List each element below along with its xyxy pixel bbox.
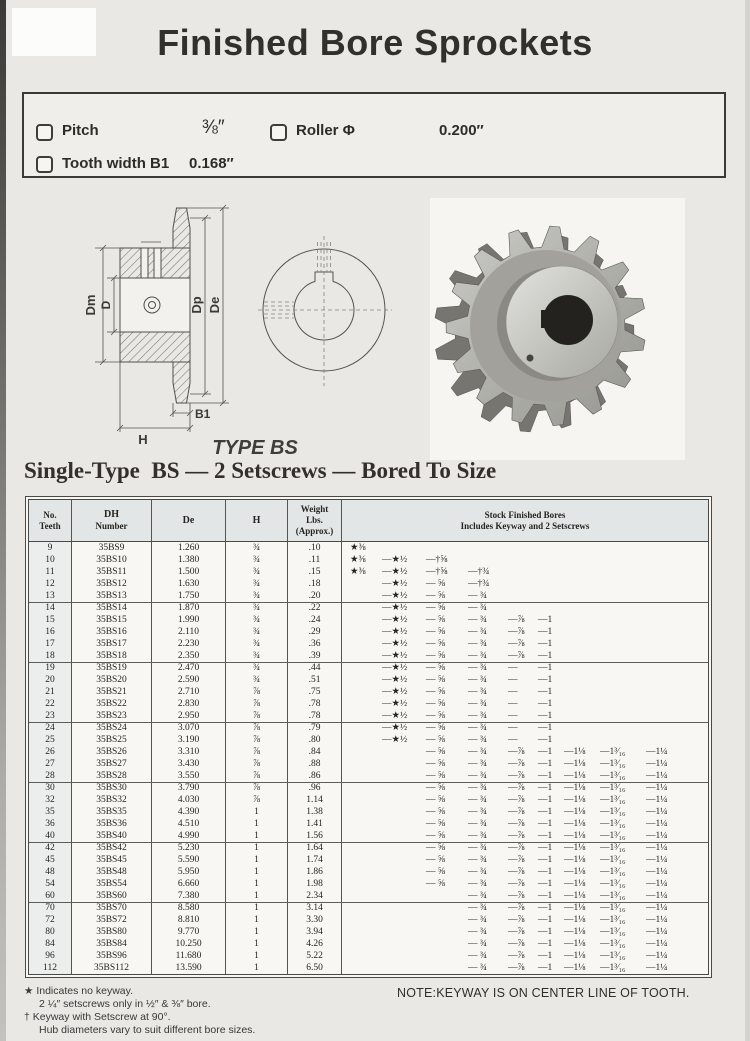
footnote-line: ★ Indicates no keyway. [24, 985, 134, 997]
table-row [29, 902, 708, 914]
bores-cell: — ¾ —⅞ —1 —1⅛ —1³⁄₁₆ —1¼ [468, 915, 668, 925]
table-cell: 35BS32 [72, 794, 152, 806]
dim-label-d: D [99, 300, 113, 310]
bores-cell: — ¾ —⅞ —1 —1⅛ —1³⁄₁₆ —1¼ [468, 903, 668, 913]
table-cell: 9.770 [152, 926, 226, 938]
table-cell: 4.26 [288, 938, 342, 950]
table-row [29, 914, 708, 926]
table-cell: ¾ [226, 566, 288, 578]
table-cell: 11 [29, 566, 72, 578]
table-row [29, 542, 708, 554]
table-cell: 35BS60 [72, 890, 152, 902]
bores-cell: — ¾ —⅞ —1 —1⅛ —1³⁄₁₆ —1¼ [468, 951, 668, 961]
table-cell: 2.830 [152, 698, 226, 710]
table-row [29, 758, 708, 770]
table-cell: 1.56 [288, 830, 342, 842]
header-stock-bores: Stock Finished Bores Includes Keyway and 2 Setscrews [460, 509, 590, 531]
bores-cell: — ¾ —⅞ —1 —1⅛ —1³⁄₁₆ —1¼ [468, 891, 668, 901]
table-cell: 1 [226, 866, 288, 878]
dim-label-dm: Dm [83, 294, 98, 316]
section-heading: Single-Type BS — 2 Setscrews — Bored To Size [24, 458, 497, 483]
table-cell: .39 [288, 650, 342, 662]
header-no-teeth: No. Teeth [29, 500, 72, 541]
table-cell: .51 [288, 674, 342, 686]
table-cell: 35BS35 [72, 806, 152, 818]
table-cell: 72 [29, 914, 72, 926]
bores-cell: — ⅝ — ¾ —⅞ —1 —1⅛ —1³⁄₁₆ —1¼ [426, 807, 668, 817]
table-cell: .78 [288, 710, 342, 722]
table-cell: 1 [226, 903, 288, 914]
table-cell: 1 [226, 914, 288, 926]
scan-edge-left [0, 0, 6, 1041]
table-cell: 112 [29, 962, 72, 974]
table-cell: 10 [29, 554, 72, 566]
table-cell: 16 [29, 626, 72, 638]
bores-cell: — ⅝ — ¾ —⅞ —1 —1⅛ —1³⁄₁₆ —1¼ [426, 867, 668, 877]
table-row [29, 602, 708, 614]
type-label: TYPE BS [212, 437, 298, 459]
table-row [29, 854, 708, 866]
table-cell: 1.86 [288, 866, 342, 878]
sprocket-photo [430, 198, 685, 460]
table-cell: 35BS80 [72, 926, 152, 938]
table-row [29, 782, 708, 794]
checkbox-icon [270, 124, 287, 141]
table-cell: .22 [288, 603, 342, 614]
table-cell: 5.22 [288, 950, 342, 962]
table-cell: 35BS45 [72, 854, 152, 866]
spec-label-roller: Roller Φ [296, 122, 355, 139]
table-cell: .79 [288, 723, 342, 734]
bores-cell: — ⅝ — ¾ —⅞ —1 —1⅛ —1³⁄₁₆ —1¼ [426, 771, 668, 781]
table-cell: 4.990 [152, 830, 226, 842]
page-title: Finished Bore Sprockets [157, 22, 593, 63]
table-cell: 3.430 [152, 758, 226, 770]
table-cell: .24 [288, 614, 342, 626]
table-row [29, 866, 708, 878]
table-cell: 40 [29, 830, 72, 842]
bores-cell: —★½ — ⅝ — ¾ [382, 591, 487, 601]
table-cell: 35BS40 [72, 830, 152, 842]
table-row [29, 950, 708, 962]
table-cell: 8.810 [152, 914, 226, 926]
table-cell: 35BS36 [72, 818, 152, 830]
table-cell: 1.38 [288, 806, 342, 818]
table-cell: 30 [29, 783, 72, 794]
header-weight: Weight Lbs. (Approx.) [288, 500, 342, 541]
bores-cell: — ¾ —⅞ —1 —1⅛ —1³⁄₁₆ —1¼ [468, 927, 668, 937]
cross-section-drawing [65, 196, 245, 454]
table-cell: 14 [29, 603, 72, 614]
table-cell: 35BS54 [72, 878, 152, 890]
table-cell: 2.350 [152, 650, 226, 662]
table-row [29, 830, 708, 842]
table-cell: .11 [288, 554, 342, 566]
spec-value-tooth-width: 0.168″ [189, 155, 234, 172]
table-cell: 28 [29, 770, 72, 782]
table-cell: 96 [29, 950, 72, 962]
table-cell: 35BS9 [72, 542, 152, 554]
table-cell: 21 [29, 686, 72, 698]
bores-cell: —★½ — ⅝ — ¾ — —1 [382, 723, 553, 733]
table-cell: 1 [226, 890, 288, 902]
bores-cell: —★½ — ⅝ — ¾ —⅞ —1 [382, 639, 553, 649]
table-cell: 80 [29, 926, 72, 938]
table-row [29, 662, 708, 674]
table-cell: 1 [226, 962, 288, 974]
table-cell: 1.500 [152, 566, 226, 578]
bores-cell: —★½ — ⅝ — ¾ [382, 603, 487, 613]
table-cell: 5.590 [152, 854, 226, 866]
dim-label-dp: Dp [189, 296, 204, 314]
table-cell: 1.630 [152, 578, 226, 590]
table-cell: 35BS28 [72, 770, 152, 782]
table-cell: ¾ [226, 674, 288, 686]
bores-cell: — ⅝ — ¾ —⅞ —1 —1⅛ —1³⁄₁₆ —1¼ [426, 747, 668, 757]
table-cell: 35BS112 [72, 962, 152, 974]
table-row [29, 770, 708, 782]
table-cell: 1 [226, 878, 288, 890]
table-cell: 6.660 [152, 878, 226, 890]
table-cell: .78 [288, 698, 342, 710]
table-cell: 35BS10 [72, 554, 152, 566]
bores-cell: —★½ — ⅝ — ¾ — —1 [382, 735, 553, 745]
table-cell: 27 [29, 758, 72, 770]
table-row [29, 890, 708, 902]
table-cell: ⅞ [226, 758, 288, 770]
table-row [29, 734, 708, 746]
table-cell: 2.110 [152, 626, 226, 638]
table-cell: 35BS24 [72, 723, 152, 734]
table-row [29, 818, 708, 830]
table-cell: 1.14 [288, 794, 342, 806]
table-cell: 2.470 [152, 663, 226, 674]
table-cell: 19 [29, 663, 72, 674]
table-cell: ¾ [226, 542, 288, 554]
table-cell: 60 [29, 890, 72, 902]
table-cell: ¾ [226, 590, 288, 602]
table-cell: 35BS18 [72, 650, 152, 662]
table-cell: 35BS15 [72, 614, 152, 626]
table-cell: 1 [226, 926, 288, 938]
header-h: H [226, 500, 288, 541]
table-cell: 17 [29, 638, 72, 650]
bores-cell: —★½ — ⅝ —†¾ [382, 579, 490, 589]
table-cell: 4.030 [152, 794, 226, 806]
table-cell: 1.41 [288, 818, 342, 830]
table-cell: 15 [29, 614, 72, 626]
spec-label-pitch: Pitch [62, 122, 99, 139]
table-cell: .96 [288, 783, 342, 794]
table-row [29, 638, 708, 650]
table-cell: 1.990 [152, 614, 226, 626]
table-cell: 1.74 [288, 854, 342, 866]
table-cell: 11.680 [152, 950, 226, 962]
table-cell: .36 [288, 638, 342, 650]
table-cell: 23 [29, 710, 72, 722]
bores-cell: —★½ — ⅝ — ¾ — —1 [382, 711, 553, 721]
table-cell: 1.750 [152, 590, 226, 602]
table-cell: 3.790 [152, 783, 226, 794]
table-row [29, 722, 708, 734]
table-cell: 35BS26 [72, 746, 152, 758]
table-cell: 26 [29, 746, 72, 758]
table-row [29, 566, 708, 578]
table-row [29, 794, 708, 806]
footnote-line: Hub diameters vary to suit different bore sizes. [39, 1024, 256, 1036]
table-cell: 35BS16 [72, 626, 152, 638]
table-cell: ⅞ [226, 746, 288, 758]
table-cell: 35BS84 [72, 938, 152, 950]
dim-label-de: De [207, 296, 222, 314]
table-cell: 5.950 [152, 866, 226, 878]
table-cell: 35BS23 [72, 710, 152, 722]
table-body [29, 542, 708, 974]
table-cell: ⅞ [226, 734, 288, 746]
bores-cell: —★½ — ⅝ — ¾ —⅞ —1 [382, 651, 553, 661]
sprocket-setscrew [527, 355, 534, 362]
table-cell: ¾ [226, 554, 288, 566]
table-cell: 2.230 [152, 638, 226, 650]
bores-cell: — ⅝ — ¾ —⅞ —1 —1⅛ —1³⁄₁₆ —1¼ [426, 855, 668, 865]
table-cell: 35BS13 [72, 590, 152, 602]
table-cell: 3.070 [152, 723, 226, 734]
bores-cell: —★½ — ⅝ — ¾ — —1 [382, 663, 553, 673]
table-row [29, 878, 708, 890]
table-cell: 3.190 [152, 734, 226, 746]
header-de: De [152, 500, 226, 541]
table-cell: 9 [29, 542, 72, 554]
table-cell: 7.380 [152, 890, 226, 902]
bores-cell: — ⅝ — ¾ —⅞ —1 —1⅛ —1³⁄₁₆ —1¼ [426, 843, 668, 853]
table-cell: 1 [226, 806, 288, 818]
table-cell: 2.34 [288, 890, 342, 902]
table-cell: 35BS30 [72, 783, 152, 794]
table-cell: .75 [288, 686, 342, 698]
table-row [29, 686, 708, 698]
table-cell: 3.30 [288, 914, 342, 926]
table-cell: ⅞ [226, 794, 288, 806]
table-cell: .18 [288, 578, 342, 590]
keyway-note: NOTE:KEYWAY IS ON CENTER LINE OF TOOTH. [397, 986, 690, 1000]
table-cell: 3.310 [152, 746, 226, 758]
table-cell: 1.870 [152, 603, 226, 614]
bores-cell: ★⅜ [350, 543, 366, 553]
spec-label-tooth-width: Tooth width B1 [62, 155, 170, 172]
sprocket-bore [543, 295, 593, 345]
table-cell: 20 [29, 674, 72, 686]
table-cell: 54 [29, 878, 72, 890]
bores-cell: — ⅝ — ¾ —⅞ —1 —1⅛ —1³⁄₁₆ —1¼ [426, 783, 668, 793]
table-cell: 25 [29, 734, 72, 746]
table-cell: 35 [29, 806, 72, 818]
bores-cell: — ⅝ — ¾ —⅞ —1 —1⅛ —1³⁄₁₆ —1¼ [426, 795, 668, 805]
bores-cell: — ⅝ — ¾ —⅞ —1 —1⅛ —1³⁄₁₆ —1¼ [426, 759, 668, 769]
table-cell: 36 [29, 818, 72, 830]
table-cell: 35BS21 [72, 686, 152, 698]
table-row [29, 626, 708, 638]
table-cell: 1 [226, 854, 288, 866]
bores-cell: —★½ — ⅝ — ¾ —⅞ —1 [382, 627, 553, 637]
dim-label-b1: B1 [195, 407, 211, 421]
footnote-line: 2 ¼″ setscrews only in ½″ & ⅜″ bore. [39, 998, 211, 1010]
table-row [29, 650, 708, 662]
table-cell: ⅞ [226, 723, 288, 734]
checkbox-icon [36, 124, 53, 141]
table-cell: 12 [29, 578, 72, 590]
dim-label-h: H [138, 432, 148, 447]
bores-cell: — ⅝ — ¾ —⅞ —1 —1⅛ —1³⁄₁₆ —1¼ [426, 819, 668, 829]
table-cell: ¾ [226, 626, 288, 638]
table-cell: ¾ [226, 638, 288, 650]
bores-cell: —★½ — ⅝ — ¾ — —1 [382, 675, 553, 685]
table-cell: 35BS48 [72, 866, 152, 878]
table-cell: .88 [288, 758, 342, 770]
table-cell: 4.390 [152, 806, 226, 818]
table-cell: 3.14 [288, 903, 342, 914]
table-row [29, 806, 708, 818]
table-cell: 8.580 [152, 903, 226, 914]
table-cell: 1 [226, 843, 288, 854]
bores-cell: ★⅜ —★½ —†⅝ —†¾ [350, 567, 490, 577]
table-row [29, 578, 708, 590]
table-row [29, 962, 708, 974]
table-cell: 3.550 [152, 770, 226, 782]
table-row [29, 926, 708, 938]
table-cell: 10.250 [152, 938, 226, 950]
table-cell: 22 [29, 698, 72, 710]
footnote-line: † Keyway with Setscrew at 90°. [24, 1011, 171, 1023]
bores-cell: — ¾ —⅞ —1 —1⅛ —1³⁄₁₆ —1¼ [468, 939, 668, 949]
table-cell: .15 [288, 566, 342, 578]
table-cell: 1.64 [288, 843, 342, 854]
table-cell: 6.50 [288, 962, 342, 974]
table-cell: 5.230 [152, 843, 226, 854]
bores-cell: —★½ — ⅝ — ¾ — —1 [382, 687, 553, 697]
bores-cell: —★½ — ⅝ — ¾ — —1 [382, 699, 553, 709]
table-cell: 70 [29, 903, 72, 914]
table-cell: 35BS22 [72, 698, 152, 710]
table-cell: 1.98 [288, 878, 342, 890]
table-cell: ¾ [226, 578, 288, 590]
table-cell: 84 [29, 938, 72, 950]
table-cell: ⅞ [226, 686, 288, 698]
scan-edge-right [745, 0, 750, 1041]
table-cell: 2.950 [152, 710, 226, 722]
table-cell: 1 [226, 950, 288, 962]
table-row [29, 842, 708, 854]
table-row [29, 710, 708, 722]
table-cell: ⅞ [226, 783, 288, 794]
table-cell: ¾ [226, 663, 288, 674]
table-cell: 1 [226, 938, 288, 950]
table-cell: 2.710 [152, 686, 226, 698]
table-cell: 32 [29, 794, 72, 806]
table-cell: 42 [29, 843, 72, 854]
table-cell: ⅞ [226, 710, 288, 722]
table-cell: 35BS14 [72, 603, 152, 614]
header-dh-number: DH Number [72, 500, 152, 541]
table-cell: ¾ [226, 603, 288, 614]
table-header [29, 500, 708, 542]
table-cell: 35BS12 [72, 578, 152, 590]
table-cell: .29 [288, 626, 342, 638]
spec-value-roller: 0.200″ [439, 122, 484, 139]
table-row [29, 674, 708, 686]
table-cell: 48 [29, 866, 72, 878]
table-cell: 1.380 [152, 554, 226, 566]
table-cell: .80 [288, 734, 342, 746]
table-cell: ⅞ [226, 770, 288, 782]
front-view-drawing [252, 226, 407, 396]
checkbox-icon [36, 156, 53, 173]
table-cell: 13 [29, 590, 72, 602]
table-cell: ¾ [226, 614, 288, 626]
sprocket-table [25, 496, 712, 978]
table-cell: 35BS72 [72, 914, 152, 926]
table-row [29, 938, 708, 950]
table-cell: 35BS19 [72, 663, 152, 674]
table-row [29, 746, 708, 758]
table-cell: 35BS27 [72, 758, 152, 770]
table-cell: .20 [288, 590, 342, 602]
table-cell: 1 [226, 818, 288, 830]
bores-cell: ★⅜ —★½ —†⅝ [350, 555, 448, 565]
bores-cell: — ¾ —⅞ —1 —1⅛ —1³⁄₁₆ —1¼ [468, 963, 668, 973]
table-cell: ¾ [226, 650, 288, 662]
table-cell: 1.260 [152, 542, 226, 554]
table-cell: 13.590 [152, 962, 226, 974]
spec-box [22, 92, 726, 178]
table-row [29, 698, 708, 710]
footnotes [24, 985, 255, 1037]
table-cell: 3.94 [288, 926, 342, 938]
table-cell: 35BS96 [72, 950, 152, 962]
bores-cell: —★½ — ⅝ — ¾ —⅞ —1 [382, 615, 553, 625]
table-cell: 35BS70 [72, 903, 152, 914]
table-cell: 2.590 [152, 674, 226, 686]
table-cell: .86 [288, 770, 342, 782]
table-cell: .10 [288, 542, 342, 554]
table-cell: 24 [29, 723, 72, 734]
table-cell: 1 [226, 830, 288, 842]
table-cell: 35BS42 [72, 843, 152, 854]
table-cell: .44 [288, 663, 342, 674]
table-cell: 4.510 [152, 818, 226, 830]
bores-cell: — ⅝ — ¾ —⅞ —1 —1⅛ —1³⁄₁₆ —1¼ [426, 831, 668, 841]
table-cell: ⅞ [226, 698, 288, 710]
table-cell: 35BS11 [72, 566, 152, 578]
table-row [29, 614, 708, 626]
spec-value-pitch: ⅜″ [202, 117, 225, 138]
table-row [29, 590, 708, 602]
table-cell: 35BS20 [72, 674, 152, 686]
table-cell: 35BS25 [72, 734, 152, 746]
table-row [29, 554, 708, 566]
table-cell: .84 [288, 746, 342, 758]
table-cell: 18 [29, 650, 72, 662]
bores-cell: — ⅝ — ¾ —⅞ —1 —1⅛ —1³⁄₁₆ —1¼ [426, 879, 668, 889]
table-cell: 35BS17 [72, 638, 152, 650]
table-cell: 45 [29, 854, 72, 866]
